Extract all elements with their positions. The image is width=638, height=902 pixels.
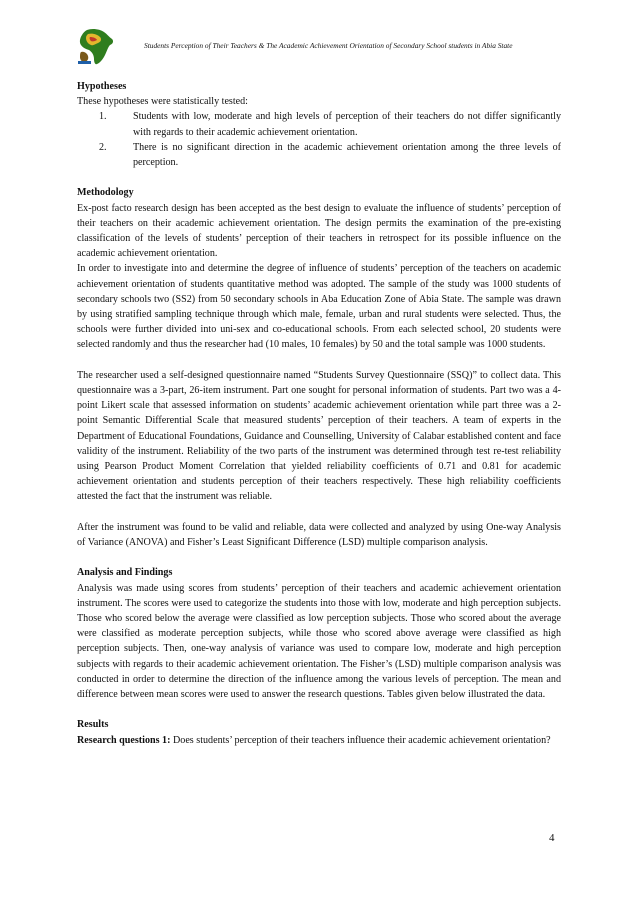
hypothesis-item bbox=[77, 109, 561, 139]
analysis-heading: Analysis and Findings bbox=[77, 567, 173, 579]
methodology-paragraph-4: After the instrument was found to be valid and reliable, data were collected and analyzed by using One-way Analysis of Variance (ANOVA) and Fisher’s Least Significant Difference (LSD) multiple comparison analysis. bbox=[77, 521, 561, 549]
hypotheses-heading: Hypotheses bbox=[77, 81, 127, 92]
hypotheses-intro: These hypotheses were statistically tested: bbox=[77, 96, 248, 108]
hypotheses-list bbox=[77, 109, 561, 170]
methodology-paragraph-3: The researcher used a self-designed questionnaire named “Students Survey Questionnaire (SSQ)” to collect data. This questionnaire was a 3-part, 26-item instrument. Part one sought for personal information of students. Part two was a 4-point Likert scale that assessed information on students’ academic achievement orientation while part three was a 2-point Semantic Differential Scale that measured students’ perception of their teachers. A team of experts in the Department of Educational Foundations, Guidance and Counselling, University of Calabar established content and face validity of the instrument. Reliability of the two parts of the instrument was determined through test re-test reliability using Pearson Product Moment Correlation that yielded reliability coefficients of 0.71 and 0.81 for academic achievement orientation and students perception of their teachers respectively. These high reliability coefficients attested the fact that the instrument was reliable. bbox=[77, 369, 561, 503]
hypothesis-item bbox=[77, 140, 561, 170]
results-heading: Results bbox=[77, 719, 109, 731]
paper-body bbox=[77, 79, 561, 748]
research-question-1 bbox=[77, 733, 561, 748]
running-title: Students Perception of Their Teachers & The Academic Achievement Orientation of Secondary School students in Abia State bbox=[144, 41, 513, 50]
research-question-text: Does students’ perception of their teachers influence their academic achievement orientation? bbox=[170, 734, 551, 746]
hypothesis-text: There is no significant direction in the academic achievement orientation among the three levels of perception. bbox=[133, 141, 561, 169]
africa-map-logo-icon bbox=[76, 28, 116, 66]
research-question-label: Research questions 1: bbox=[77, 734, 171, 746]
analysis-paragraph: Analysis was made using scores from students’ perception of their teachers and academic achievement orientation instrument. The scores were used to categorize the students into those with low, moderate and high perception subjects. Those who scored below the average were classified as low perception subjects. Those who scored about the average were classified as moderate perception subjects, while those who scored above average were classified as high perception subjects. Then, one-way analysis of variance was used to compare low, moderate and high perception subjects with regards to their academic achievement orientation. The Fisher’s (LSD) multiple comparison analysis was conducted in order to determine the direction of the influence among the various levels of perception. The mean and difference between mean scores were used to answer the research questions. Tables given below illustrated the data. bbox=[77, 582, 561, 701]
methodology-paragraph-1: Ex-post facto research design has been accepted as the best design to evaluate the influence of students’ perception of their teachers on their academic achievement orientation. The design permits the examination of the pre-existing classification of the levels of students’ perception of their teachers in retrospect for its possible influence on the academic achievement orientation. bbox=[77, 202, 561, 260]
methodology-paragraph-2: In order to investigate into and determine the degree of influence of students’ perception of the teachers on academic achievement orientation of students quantitative method was adopted. The sample of the study was 1000 students of secondary schools two (SS2) from 50 secondary schools in Aba Education Zone of Abia State. The sample was drawn by using stratified sampling technique through which male, female, urban and rural students were selected. Thus, the schools were further divided into uni-sex and co-educational schools. From each selected school, 20 students were selected randomly and thus the researcher had (10 males, 10 females) by 50 and the total sample was 1000 students. bbox=[77, 263, 561, 351]
hypothesis-text: Students with low, moderate and high levels of perception of their teachers do not differ significantly with regards to their academic achievement orientation. bbox=[133, 111, 561, 138]
hypothesis-number: 2. bbox=[99, 141, 107, 153]
page-header bbox=[76, 24, 566, 70]
page-number: 4 bbox=[549, 832, 555, 844]
methodology-heading: Methodology bbox=[77, 187, 134, 199]
hypothesis-number: 1. bbox=[99, 111, 107, 123]
